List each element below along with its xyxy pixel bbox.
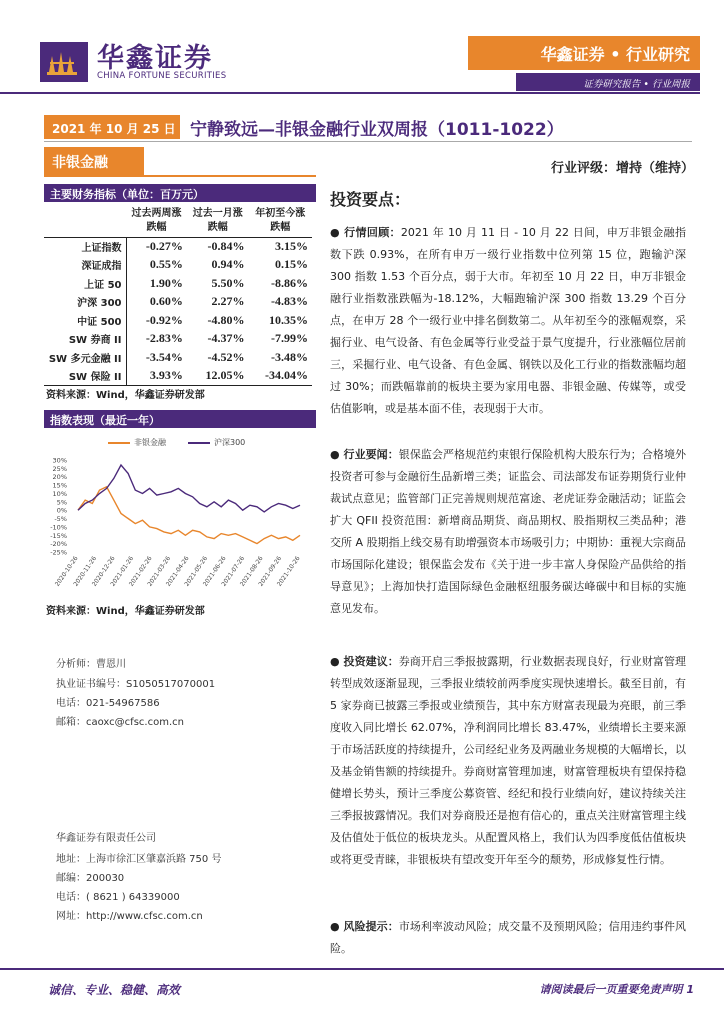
company-address: 地址：上海市徐汇区肇嘉浜路 750 号 — [56, 854, 222, 865]
fin-cell: -4.52% — [207, 349, 245, 364]
legend-item — [108, 437, 166, 448]
sector-box — [44, 147, 144, 175]
fin-row-name: 上证 50 — [44, 274, 126, 293]
footer-motto: 诚信、专业、稳健、高效 — [48, 983, 181, 997]
x-tick-label: 2021-07-26 — [220, 555, 247, 588]
fin-cell: -3.54% — [145, 349, 183, 364]
fin-col-header: 过去两周涨跌幅 — [126, 205, 187, 237]
index-chart — [44, 456, 312, 598]
header-sub-text: 证券研究报告 • 行业周报 — [583, 79, 690, 90]
fin-table-row — [44, 293, 312, 312]
fin-cell: -4.37% — [207, 331, 245, 346]
industry-rating: 行业评级：增持（维持） — [550, 161, 694, 176]
bullet-icon: ● — [330, 448, 344, 461]
y-tick-label: 15% — [52, 481, 67, 490]
chart-source: 资料来源：Wind，华鑫证券研发部 — [46, 606, 205, 617]
fin-cell: 5.50% — [211, 275, 245, 290]
para-keyword: 投资建议： — [343, 655, 399, 668]
fin-cell: 12.05% — [187, 367, 249, 386]
fin-cell: 3.93% — [126, 367, 187, 386]
para-keyword: 行业要闻： — [343, 448, 399, 461]
fin-cell: 0.94% — [211, 257, 245, 272]
fin-cell: -34.04% — [249, 367, 312, 386]
fin-cell: -8.86% — [271, 275, 308, 290]
fin-cell: -7.99% — [271, 331, 308, 346]
header-sub-band — [516, 73, 700, 91]
y-tick-label: -10% — [50, 523, 67, 532]
fin-cell: -3.48% — [271, 349, 308, 364]
x-tick-label: 2021-10-26 — [275, 555, 302, 588]
footer-rule — [0, 968, 724, 970]
report-title: 宁静致远—非银金融行业双周报（1011-1022） — [190, 120, 564, 140]
fin-cell: 0.55% — [149, 257, 183, 272]
brand-name-en: CHINA FORTUNE SECURITIES — [97, 71, 227, 81]
y-tick-label: 30% — [52, 456, 67, 465]
date-bar — [44, 115, 180, 139]
brand-name-cn: 华鑫证券 — [97, 43, 213, 74]
fin-cell: -0.84% — [207, 239, 245, 253]
legend-swatch — [188, 442, 210, 444]
fin-row-name: SW 多元金融 II — [44, 348, 126, 367]
y-tick-label: 25% — [52, 464, 67, 473]
fin-table-head-row — [44, 205, 312, 237]
para-text: 银保监会严格规范约束银行保险机构大股东行为；合格境外投资者可参与金融衍生品新增三类；证监会、司法部发布证券期货行业仲裁试点意见；监管部门正完善规则规范富途、老虎证券金融活动；证监会扩大 QFII 投资范围：新增商品期货、商品期权、股指期权三类品种；港交所 A 股期指上线交易有助增强资本市场吸引力；中期协：重视大宗商品市场国际化建设；银保监会发布《关于进一步丰富人身保险产品供给的指导意见》；上海加快打造国际绿色金融枢纽服务碳达峰碳中和目标的实施意见发布。 — [330, 448, 686, 615]
x-tick-label: 2021-08-26 — [238, 555, 265, 588]
analyst-phone: 电话：021-54967586 — [56, 698, 160, 709]
y-tick-label: 5% — [56, 498, 67, 507]
y-tick-label: 20% — [52, 473, 67, 482]
x-tick-label: 2021-05-26 — [183, 555, 210, 588]
x-tick-label: 2020-11-26 — [72, 555, 99, 588]
x-tick-label: 2021-04-26 — [164, 555, 191, 588]
para-text: 券商开启三季报披露期，行业数据表现良好，行业财富管理转型成效逐渐显现，三季报业绩较前两季度实现快速增长。截至目前，有 5 家券商已披露三季报或业绩预告，其中东方财富表现最为亮眼，前三季度收入同比增长 62.07%，净利润同比增长 83.47%，业绩增长主要来源于市场活跃度的持续提升，公司经纪业务及两融业务规模的大幅增长，以及基金销售额的持续提升。券商财富管理加速，财富管理板块有望保持稳健增长势头，预计三季度公募资管、经纪和投行业绩向好，建议持续关注三季报披露情况。我们对券商股还是抱有信心的，重点关注财富管理主线及估值处于低位的板块龙头。从配置风格上，我们认为四季度低估值板块或将更受青睐，非银板块有望改变开年至今的颓势，形成修复性行情。 — [330, 655, 686, 866]
y-tick-label: 0% — [56, 506, 67, 515]
legend-item — [188, 437, 245, 448]
fin-table-row — [44, 237, 312, 256]
para-keyword: 风险提示： — [343, 920, 399, 933]
fin-table-corner — [44, 205, 126, 237]
fin-cell: 0.15% — [275, 257, 308, 272]
sector-rule — [44, 175, 316, 177]
legend-label: 沪深300 — [214, 438, 246, 447]
y-tick-label: -20% — [50, 540, 67, 549]
fin-table-source: 资料来源：Wind，华鑫证券研发部 — [46, 390, 205, 401]
x-tick-label: 2021-06-26 — [201, 555, 228, 588]
analyst-email[interactable]: 邮箱：caoxc@cfsc.com.cn — [56, 717, 184, 728]
header-band-text: 华鑫证券 • 行业研究 — [540, 45, 690, 64]
company-phone: 电话：( 8621 ) 64339000 — [56, 892, 180, 903]
para-text: 2021 年 10 月 11 日 - 10 月 22 日间，申万非银金融指数下跌 0.93%，在所有申万一级行业指数中位列第 15 位，跑输沪深 300 指数 1.53 个百分点，弱于大市。年初至 10 月 22 日，申万非银金融行业指数涨跌幅为-18.12%，大幅跑输沪深 300 指数 13.29 个百分点，在申万 28 个一级行业中排名倒数第二。从年初至今的涨幅观察，采掘行业、电气设备、有色金属等行业受益于景气度提升，行业涨幅位居前三，采掘行业、电气设备、有色金属、钢铁以及化工行业的指数涨幅均超过 30%；而跌幅靠前的板块主要为家用电器、非银金融、传媒等，或受估值影响，或是基本面不佳，表现弱于大市。 — [330, 226, 686, 415]
legend-swatch — [108, 442, 130, 444]
fin-table-row — [44, 330, 312, 349]
fin-table-row — [44, 311, 312, 330]
x-tick-label: 2021-01-26 — [109, 555, 136, 588]
para-text: 市场利率波动风险；成交量不及预期风险；信用违约事件风险。 — [330, 920, 686, 955]
x-tick-label: 2021-03-26 — [146, 555, 173, 588]
bullet-icon: ● — [330, 655, 344, 668]
fin-cell: -4.83% — [271, 294, 308, 309]
bullet-icon: ● — [330, 226, 345, 239]
fin-cell: 10.35% — [269, 312, 308, 327]
y-tick-label: -5% — [54, 515, 67, 524]
investment-points-title: 投资要点： — [330, 190, 411, 209]
fin-cell: 2.27% — [211, 294, 245, 309]
sector-label: 非银金融 — [52, 155, 108, 171]
bullet-icon: ● — [330, 920, 344, 933]
fin-cell: 1.90% — [149, 275, 183, 290]
fin-table-row — [44, 274, 312, 293]
para-keyword: 行情回顾： — [344, 226, 401, 239]
x-tick-label: 2021-09-26 — [257, 555, 284, 588]
analyst-name: 分析师：曹恩川 — [56, 659, 126, 670]
footer-disclaimer: 请阅读最后一页重要免责声明 1 — [539, 983, 694, 996]
legend-label: 非银金融 — [134, 438, 166, 447]
x-tick-label: 2020-12-26 — [90, 555, 117, 588]
fin-table-header-text: 主要财务指标（单位：百万元） — [50, 188, 204, 201]
analyst-cert: 执业证书编号：S1050517070001 — [56, 679, 216, 690]
index-chart-svg — [44, 456, 312, 594]
fin-cell: -2.83% — [145, 331, 183, 346]
fin-row-name: SW 券商 II — [44, 330, 126, 349]
fin-row-name: 沪深 300 — [44, 293, 126, 312]
title-rule — [44, 141, 692, 142]
logo-icon — [40, 42, 88, 82]
para-market-review — [330, 222, 686, 420]
y-tick-label: -15% — [50, 531, 67, 540]
fin-col-header: 年初至今涨跌幅 — [249, 205, 312, 237]
company-website[interactable]: 网址：http://www.cfsc.com.cn — [56, 911, 203, 922]
fin-table-header — [44, 184, 316, 202]
company-zip: 邮编：200030 — [56, 873, 125, 884]
report-date: 2021 年 10 月 25 日 — [52, 122, 176, 136]
x-tick-label: 2021-02-26 — [127, 555, 154, 588]
fin-table-row — [44, 367, 312, 386]
fin-cell: -0.27% — [145, 239, 183, 253]
header-rule — [0, 92, 700, 94]
x-tick-label: 2020-10-26 — [53, 555, 80, 588]
series-line — [78, 465, 300, 512]
chart-header-text: 指数表现（最近一年） — [50, 414, 160, 427]
fin-col-header: 过去一月涨跌幅 — [187, 205, 249, 237]
chart-header — [44, 410, 316, 428]
fin-cell: -0.92% — [145, 312, 183, 327]
fin-cell: 0.60% — [149, 294, 183, 309]
fin-table-row — [44, 348, 312, 367]
y-tick-label: -25% — [50, 548, 67, 557]
fin-row-name: 深证成指 — [44, 256, 126, 275]
fin-cell: -4.80% — [207, 312, 245, 327]
company-name: 华鑫证券有限责任公司 — [56, 833, 156, 844]
fin-row-name: 中证 500 — [44, 311, 126, 330]
fin-table-row — [44, 256, 312, 275]
fin-cell: 3.15% — [275, 239, 308, 253]
para-industry-news — [330, 444, 686, 620]
fin-row-name: SW 保险 II — [44, 367, 126, 386]
fin-table — [44, 205, 312, 386]
para-investment-advice — [330, 651, 686, 871]
fin-row-name: 上证指数 — [44, 237, 126, 256]
header-band — [468, 36, 700, 70]
y-tick-label: 10% — [52, 489, 67, 498]
para-risk-warning — [330, 916, 686, 960]
